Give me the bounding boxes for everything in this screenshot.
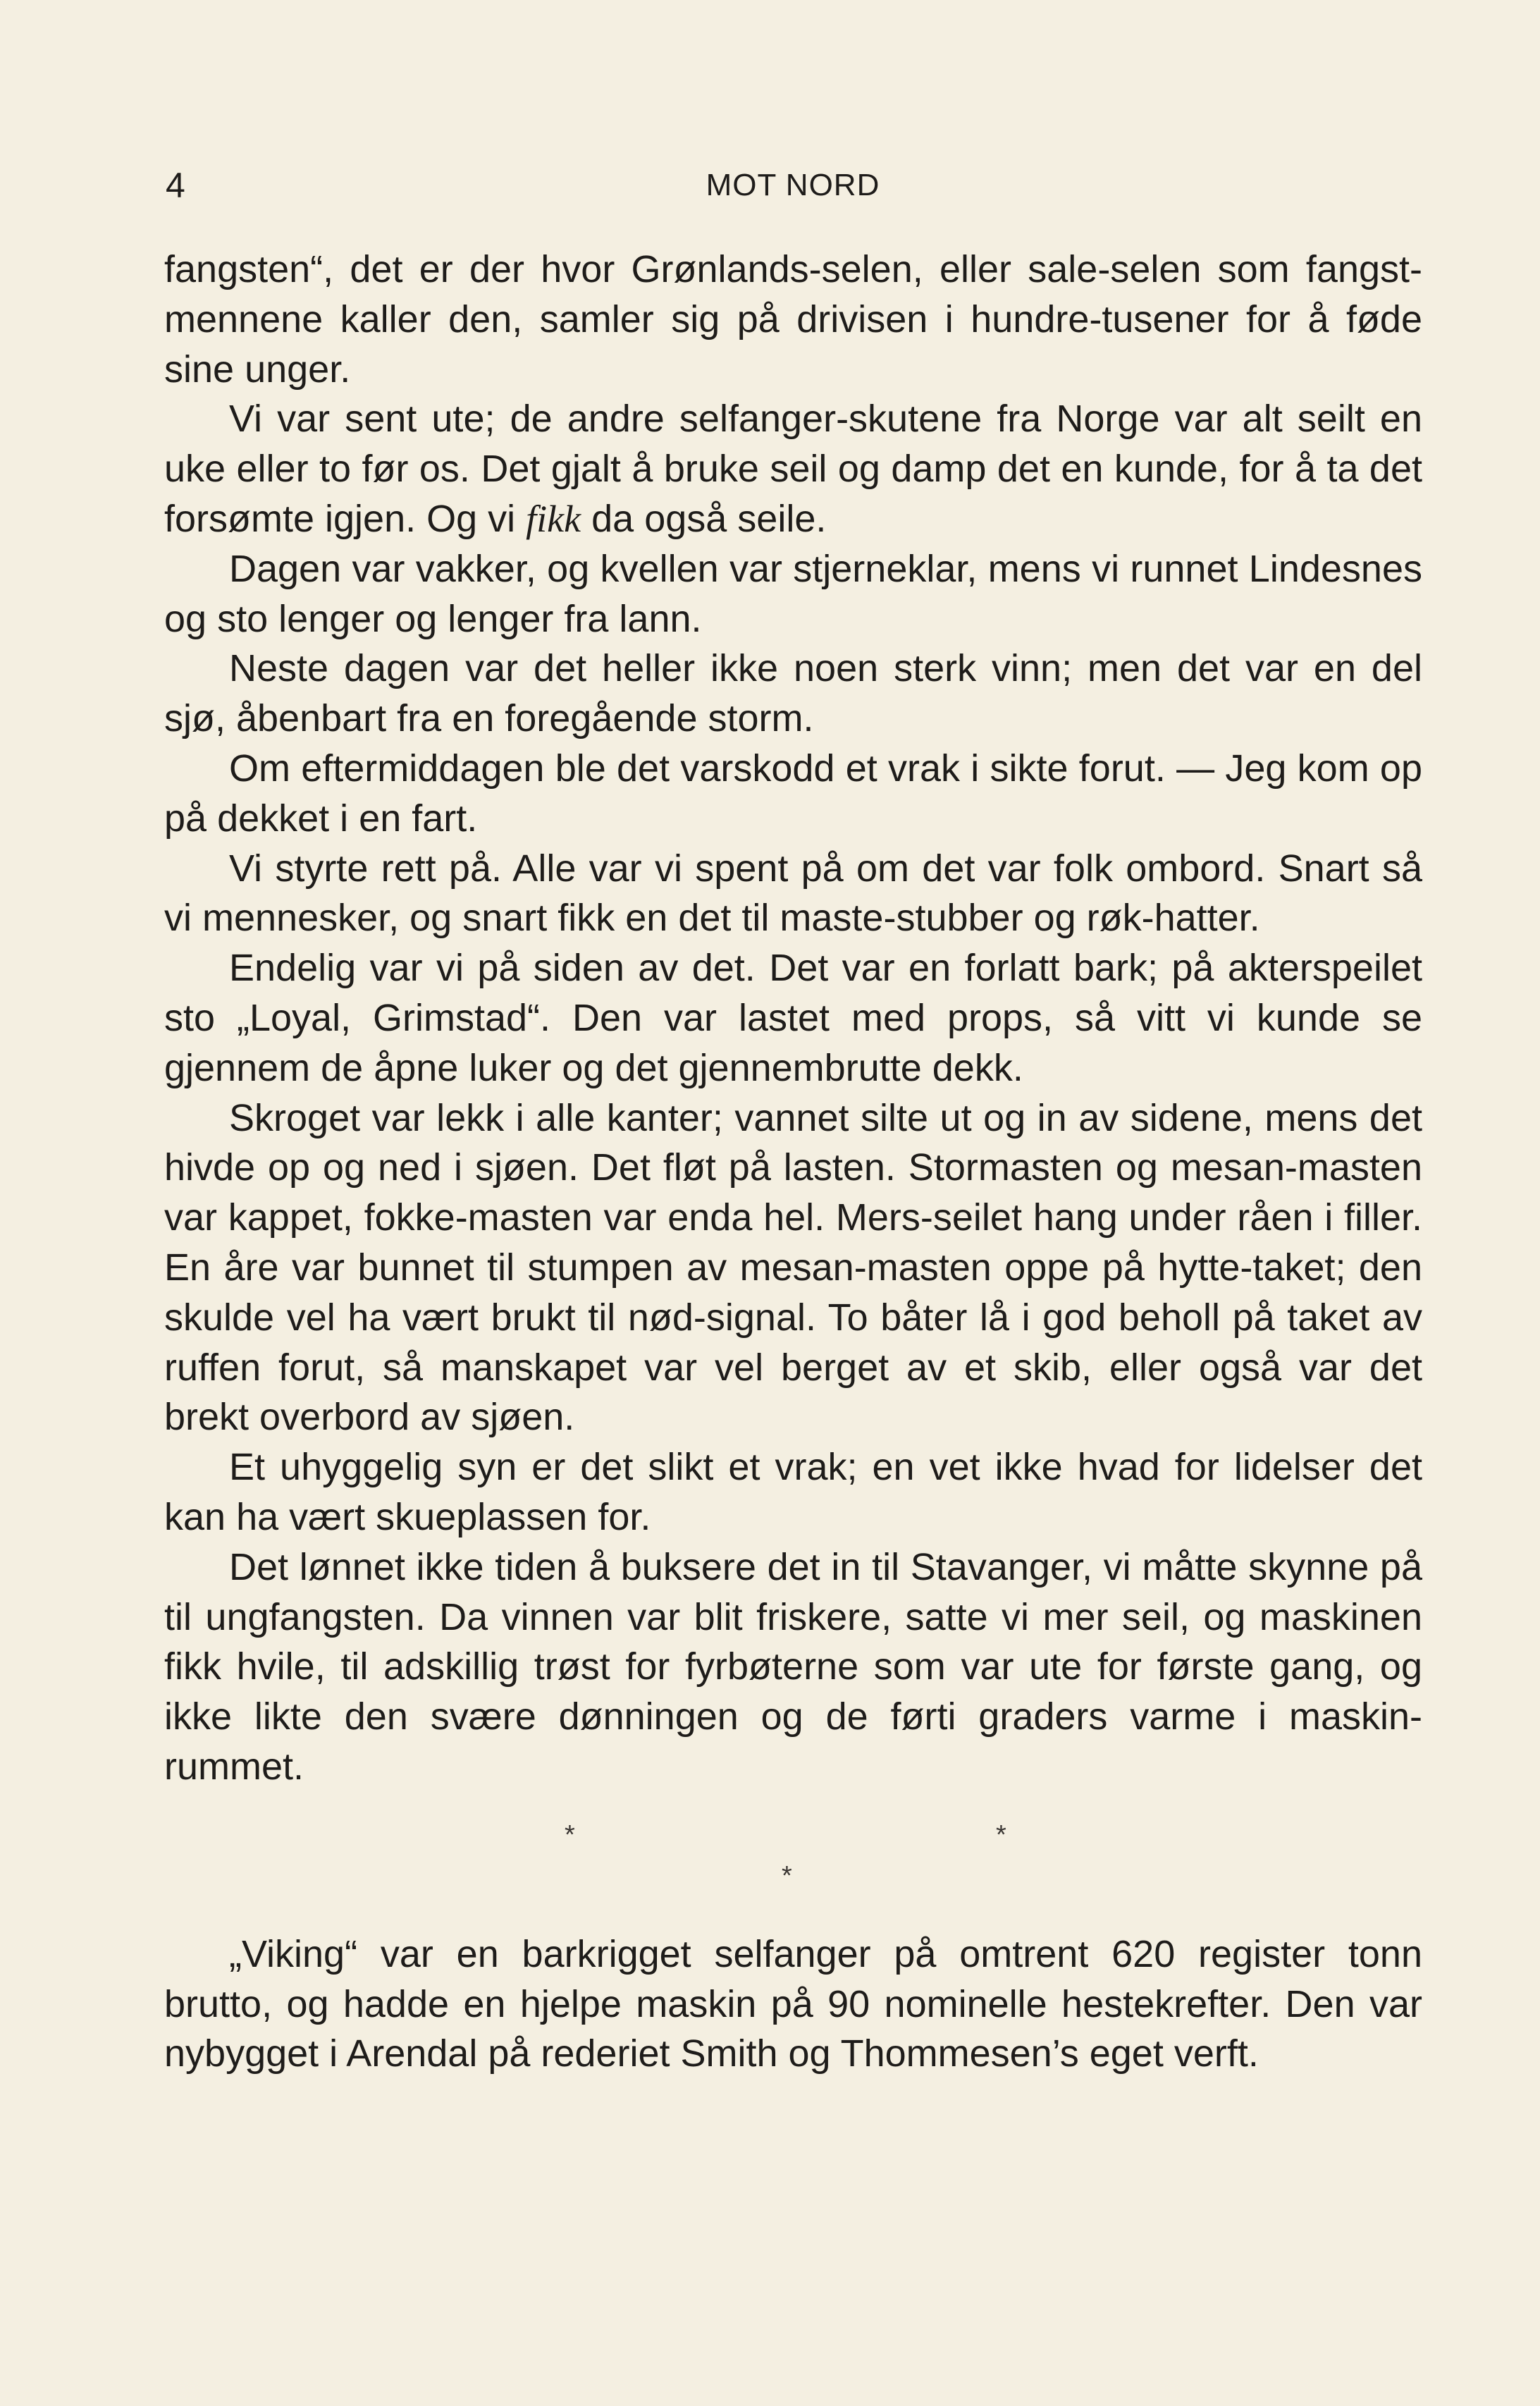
asterisk-ornament: * bbox=[782, 1860, 792, 1891]
page-number: 4 bbox=[166, 166, 185, 205]
asterisk-ornament: * bbox=[565, 1819, 575, 1850]
page-header bbox=[166, 161, 1420, 210]
paragraph-9: Et uhyggelig syn er det slikt et vrak; en vet ikke hvad for lidelser det kan ha vært skueplassen for. bbox=[164, 1446, 1422, 1538]
paragraph-5: Om eftermiddagen ble det varskodd et vrak i sikte forut. — Jeg kom op på dekket i en fart. bbox=[164, 747, 1422, 840]
paragraph-7: Endelig var vi på siden av det. Det var en forlatt bark; på akterspeilet sto „Loyal, Grimstad“. Den var lastet med props, så vitt vi kunde se gjennem de åpne luker og det gjennembrutte dekk. bbox=[164, 947, 1422, 1089]
asterisk-ornament: * bbox=[996, 1819, 1006, 1850]
paragraph-2-tail: da også seile. bbox=[581, 497, 827, 540]
body-text bbox=[164, 245, 1422, 2079]
paragraph-11: „Viking“ var en barkrigget selfanger på omtrent 620 register tonn brutto, og hadde en hjelpe maskin på 90 nominelle hestekrefter. Den var nybygget i Arendal på rederiet Smith og Thommesen’s eget verft. bbox=[164, 1932, 1422, 2075]
paragraph-10: Det lønnet ikke tiden å buksere det in til Stavanger, vi måtte skynne på til ungfangsten. Da vinnen var blit friskere, satte vi mer seil, og maskinen fikk hvile, til adskillig trøst for fyrbøterne som var ute for første gang, og ikke likte den svære dønningen og de førti graders varme i maskin-rummet. bbox=[164, 1545, 1422, 1788]
running-head: MOT NORD bbox=[706, 168, 880, 202]
emphasis-fikk: fikk bbox=[526, 497, 581, 540]
paragraph-4: Neste dagen var det heller ikke noen sterk vinn; men det var en del sjø, åbenbart fra en foregående storm. bbox=[164, 647, 1422, 740]
paragraph-1: fangsten“, det er der hvor Grønlands-selen, eller sale-selen som fangst-mennene kaller den, samler sig på drivisen i hundre-tusener for å føde sine unger. bbox=[164, 248, 1422, 391]
paragraph-6: Vi styrte rett på. Alle var vi spent på om det var folk ombord. Snart så vi mennesker, og snart fikk en det til maste-stubber og røk-hatter. bbox=[164, 847, 1422, 940]
paragraph-2-text: Vi var sent ute; de andre selfanger-skutene fra Norge var alt seilt en uke eller to før os. Det gjalt å bruke seil og damp det en kunde, for å ta det forsømte igjen. Og vi bbox=[164, 398, 1422, 540]
section-divider bbox=[164, 1792, 1422, 1929]
paragraph-2 bbox=[164, 394, 1422, 544]
paragraph-8: Skroget var lekk i alle kanter; vannet silte ut og in av sidene, mens det hivde op og ned i sjøen. Det fløt på lasten. Stormasten og mesan-masten var kappet, fokke-masten var enda hel. Mers-seilet hang under råen i filler. En åre var bunnet til stumpen av mesan-masten oppe på hytte-taket; den skulde vel ha vært brukt til nød-signal. To båter lå i god beholl på taket av ruffen forut, så manskapet var vel berget av et skib, eller også var det brekt overbord av sjøen. bbox=[164, 1096, 1422, 1439]
paragraph-3: Dagen var vakker, og kvellen var stjerneklar, mens vi runnet Lindesnes og sto lenger og lenger fra lann. bbox=[164, 547, 1422, 640]
